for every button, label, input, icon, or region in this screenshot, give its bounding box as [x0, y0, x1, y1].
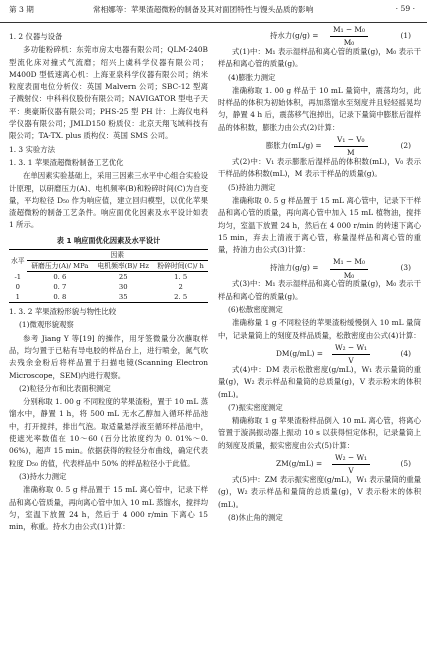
formula-2 [218, 134, 421, 156]
subsection-heading: 1. 3. 2 苹果渣粉形貌与物性比较 [9, 307, 117, 317]
right-column [218, 24, 421, 525]
formula-fraction [332, 342, 370, 368]
paragraph-optimization: 在单因素实验基础上，采用三因素三水平中心组合实验设计原理，以研磨压力(A)、电机频率(B)和粉碎时间(C)为自变量，平均粒径 D₅₀ 作为响应值，建立回归模型，以优化苹果渣超微粉的制备工艺条件。响应面优化因素及水平设计如表 1 所示。 [9, 171, 208, 230]
formula-lhs: 膨胀力(mL/g) = [266, 141, 322, 151]
formula-fraction [332, 452, 370, 478]
formula-lhs: ZM(g/mL) = [276, 459, 323, 469]
item-heading: (3)持水力测定 [19, 471, 67, 481]
table-cell: 0 [15, 283, 20, 292]
formula-denominator: M₀ [343, 270, 355, 280]
paragraph-formula-2: 式(2)中：V₁ 表示膨胀后湿样品的体积数(mL)，V₀ 表示干样品的体积数(mL)，M 表示干样品的质量(g)。 [218, 157, 421, 179]
table-row [9, 282, 208, 292]
formula-denominator: M [346, 148, 355, 158]
table-cell: 25 [118, 273, 128, 282]
table-cell: -1 [14, 272, 22, 281]
left-column [9, 30, 208, 533]
page-header [0, 0, 427, 23]
formula-number: (4) [400, 348, 411, 358]
formula-5 [218, 452, 421, 474]
paragraph-microscopy: 参考 Jiang Y 等[19] 的操作，用牙签微量分次蘸取样品，均匀置于已粘有导电胶的样品台上，进行喷金，氮气吹去残余金粉后将样品置于扫描电镜(Scanning Electron Microscope，SEM)内进行观察。 [9, 333, 208, 380]
table-cell: 2. 5 [174, 293, 188, 302]
section-heading: 1. 2 仪器与设备 [9, 32, 63, 41]
table-cell: 1. 5 [174, 273, 188, 282]
formula-numerator: V₁ − V₀ [334, 134, 368, 147]
table-header-a: 研磨压力(A)/ MPa [27, 261, 94, 272]
formula-4 [218, 342, 421, 364]
formula-numerator: W₂ − W₁ [332, 452, 370, 465]
item-heading: (2)粒径分布和比表面积测定 [19, 383, 111, 393]
factor-level-table [9, 249, 208, 303]
item-heading: (5)持油力测定 [228, 182, 276, 192]
paragraph-equipment: 多功能粉碎机：东莞市房太电器有限公司；QLM-240B 型流化床对撞式气流磨；绍兴上虞科学仪器有限公司；M400D 型低速离心机：上海亚泉科学仪器有限公司；纳米粒度表面电位分析仪：英国 Malvern 公司；SBC-12 型离子溅射仪：中科科仪股份有限公司；NAVIGATOR 型电子天平：奥豪斯仪器有限公司；PHS-25 型 PH 计：上海仪电科学仪器有限公司；JMLD150 粉质仪：北京天翔飞域科技有限公司；TA-TX. plus 质构仪：英国 SMS 公司。 [9, 45, 208, 141]
section-heading: 1. 3 实验方法 [9, 144, 56, 154]
formula-denominator: V [348, 356, 354, 366]
formula-number: (1) [400, 31, 411, 40]
page-number: · 59 · [395, 4, 415, 13]
formula-fraction [330, 24, 368, 50]
table-row [9, 272, 208, 283]
table-cell: 2 [178, 283, 183, 292]
formula-lhs: DM(g/mL) = [276, 348, 323, 358]
paragraph-formula-4: 式(4)中：DM 表示松散密度(g/mL)，W₁ 表示量筒的重量(g)，W₂ 表示样品和量筒的总质量(g)，V 表示粉末的体积(mL)。 [218, 364, 421, 399]
formula-fraction [334, 134, 368, 160]
formula-numerator: M₁ − M₀ [330, 24, 368, 37]
formula-number: (2) [400, 141, 411, 151]
issue-number: 第 3 期 [9, 5, 34, 14]
item-heading: (1)微观形貌观察 [19, 320, 74, 330]
paragraph-swelling: 准确称取 1. 00 g 样品于 10 mL 量筒中，震荡均匀，此时样品的体积为初始体积，再加蒸馏水至刻度并且轻轻摇晃均匀，静置 4 h 后，震荡移气泡掉出，记录下量筒中膨胀后湿样品的体积数，膨胀力由公式(2)计算： [218, 85, 421, 132]
formula-fraction [330, 256, 368, 282]
table-header-b: 电机频率(B)/ Hz [93, 261, 153, 272]
paragraph-tap-density: 精确称取 1 g 苹果渣粉样品倒入 10 mL 离心管，将离心管置于漩涡振动器上振动 10 s 以获得恒定体积，记录量筒上的刻度及质量，振实密度由公式(5)计算： [218, 416, 421, 450]
table-cell: 35 [118, 293, 128, 302]
subsection-heading: 1. 3. 1 苹果渣超微粉制备工艺优化 [9, 157, 124, 167]
formula-3 [218, 256, 421, 278]
paragraph-formula-5: 式(5)中：ZM 表示振实密度(g/mL)，W₁ 表示量筒的重量(g)，W₂ 表示样品和量筒的总质量(g)，V 表示粉末的体积(mL)。 [218, 475, 421, 509]
table-cell: 30 [118, 283, 128, 292]
item-heading: (7)振实密度测定 [228, 402, 283, 412]
table-cell: 1 [15, 293, 20, 302]
formula-1 [218, 24, 421, 46]
table-header-level: 水平 [10, 256, 25, 265]
table-row [9, 292, 208, 303]
item-heading: (4)膨胀力测定 [228, 72, 276, 82]
formula-number: (5) [400, 459, 411, 469]
paragraph-bulk-density: 准确称量 1 g 不同粒径的苹果渣粉缓慢倒入 10 mL 量筒中，记录量筒上的刻度及样品质量，松散密度由公式(4)计算： [218, 318, 421, 340]
paragraph-formula-1: 式(1)中：M₁ 表示湿样品和离心管的质量(g)，M₀ 表示干样品和离心管的质量(g)。 [218, 47, 421, 69]
formula-number: (3) [400, 263, 411, 273]
table-cell: 0. 7 [53, 283, 67, 292]
formula-numerator: W₂ − W₁ [332, 342, 370, 355]
formula-denominator: M₀ [343, 38, 355, 48]
item-heading: (6)松散密度测定 [228, 305, 283, 315]
paragraph-oil-holding: 准确称取 0. 5 g 样品置于 15 mL 离心管中，记录下干样品和离心管的质量，再向离心管中加入 15 mL 植物油，搅拌均匀，室温下放置 24 h，然后在 4 000 r/min 的转速下离心 15 min，弃去上清液于离心管，称量湿样品和离心管的重量，持油力由公式(3)计算： [218, 195, 421, 255]
formula-lhs: 持油力(g/g) = [270, 263, 319, 273]
formula-numerator: M₁ − M₀ [330, 256, 368, 269]
table-cell: 0. 6 [53, 273, 67, 282]
table-body [9, 272, 208, 303]
formula-lhs: 持水力(g/g) = [270, 31, 319, 40]
table-header-c: 粉碎时间(C)/ h [153, 261, 208, 272]
paragraph-particle-size: 分别称取 1. 00 g 不同粒度的苹果渣粉，置于 10 mL 蒸馏水中，静置 1 h，将 500 mL 无水乙醇加入循环样品池中，打开搅拌，排出气泡。取适量悬浮液至循环样品池中，使遮光率数值在 10～60 (百分比浓度约为 0. 01%～0. 06%)，超声 15 min。依据获得的粒径分布曲线，确定代表粒度 D₅₀ 的值，代表样品中 50% 的样品粒径小于此值。 [9, 397, 208, 468]
paragraph-formula-3: 式(3)中：M₁ 表示湿样品和离心管的质量(g)，M₀ 表示干样品和离心管的质量(g)。 [218, 279, 421, 301]
table-header-factor: 因素 [27, 250, 208, 261]
paragraph-water-holding: 准确称取 0. 5 g 样品置于 15 mL 离心管中，记录下样品和离心管质量，再向离心管中加入 10 mL 蒸馏水，搅拌均匀，室温下放置 24 h，然后于 4 000 r/min 下离心 15 min，称重。持水力由公式(1)计算： [9, 485, 208, 532]
item-heading: (8)休止角的测定 [228, 512, 283, 522]
formula-denominator: V [348, 466, 354, 476]
running-title: 常相娜等：苹果渣超微粉的制备及其对面团特性与馒头品质的影响 [93, 5, 314, 14]
table-caption: 表 1 响应面优化因素及水平设计 [56, 235, 161, 245]
table-cell: 0. 8 [53, 293, 67, 302]
